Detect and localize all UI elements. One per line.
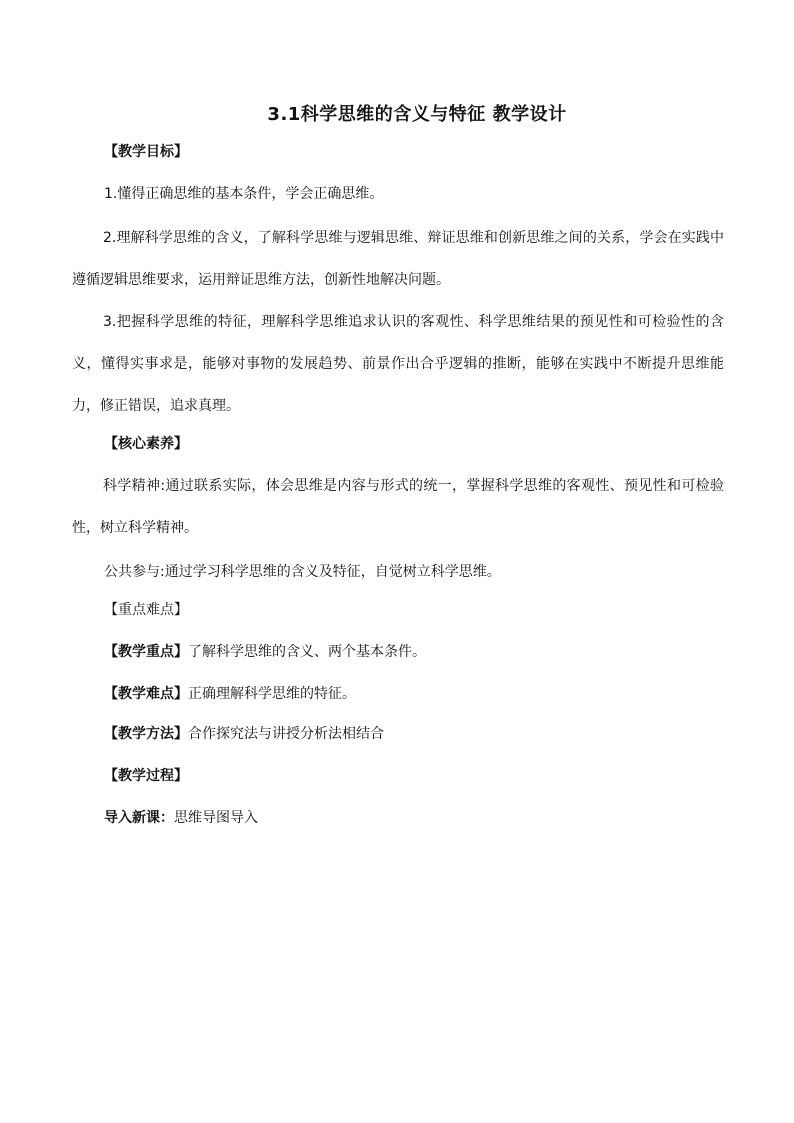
- focus-row: [104, 642, 426, 662]
- page-title: 3.1科学思维的含义与特征 教学设计: [267, 104, 567, 125]
- difficulty-row: [104, 684, 356, 704]
- process-heading: 【教学过程】: [104, 768, 188, 784]
- method-text: 合作探究法与讲授分析法相结合: [188, 726, 384, 742]
- method-row: [104, 724, 384, 744]
- difficulty-label: 【教学难点】: [104, 686, 188, 702]
- objective-2: 2.理解科学思维的含义，了解科学思维与逻辑思维、辩证思维和创新思维之间的关系，学会在实践中遵循逻辑思维要求，运用辩证思维方法，创新性地解决问题。: [72, 230, 724, 288]
- focus-text: 了解科学思维的含义、两个基本条件。: [188, 644, 426, 660]
- objectives-heading: 【教学目标】: [104, 144, 188, 160]
- intro-row: [104, 808, 258, 828]
- intro-label: 导入新课：: [104, 810, 174, 826]
- intro-text: 思维导图导入: [174, 810, 258, 826]
- key-points-heading: 【重点难点】: [104, 602, 188, 618]
- literacy-2: 公共参与:通过学习科学思维的含义及特征，自觉树立科学思维。: [104, 564, 501, 580]
- literacy-1: 科学精神:通过联系实际，体会思维是内容与形式的统一，掌握科学思维的客观性、预见性和可检验性，树立科学精神。: [72, 478, 724, 536]
- objective-1: 1.懂得正确思维的基本条件，学会正确思维。: [104, 186, 384, 202]
- objective-3: 3.把握科学思维的特征，理解科学思维追求认识的客观性、科学思维结果的预见性和可检验性的含义，懂得实事求是，能够对事物的发展趋势、前景作出合乎逻辑的推断，能够在实践中不断提升思维能力，修正错误，追求真理。: [72, 314, 724, 414]
- literacy-heading: 【核心素养】: [104, 436, 188, 452]
- method-label: 【教学方法】: [104, 726, 188, 742]
- difficulty-text: 正确理解科学思维的特征。: [188, 686, 356, 702]
- focus-label: 【教学重点】: [104, 644, 188, 660]
